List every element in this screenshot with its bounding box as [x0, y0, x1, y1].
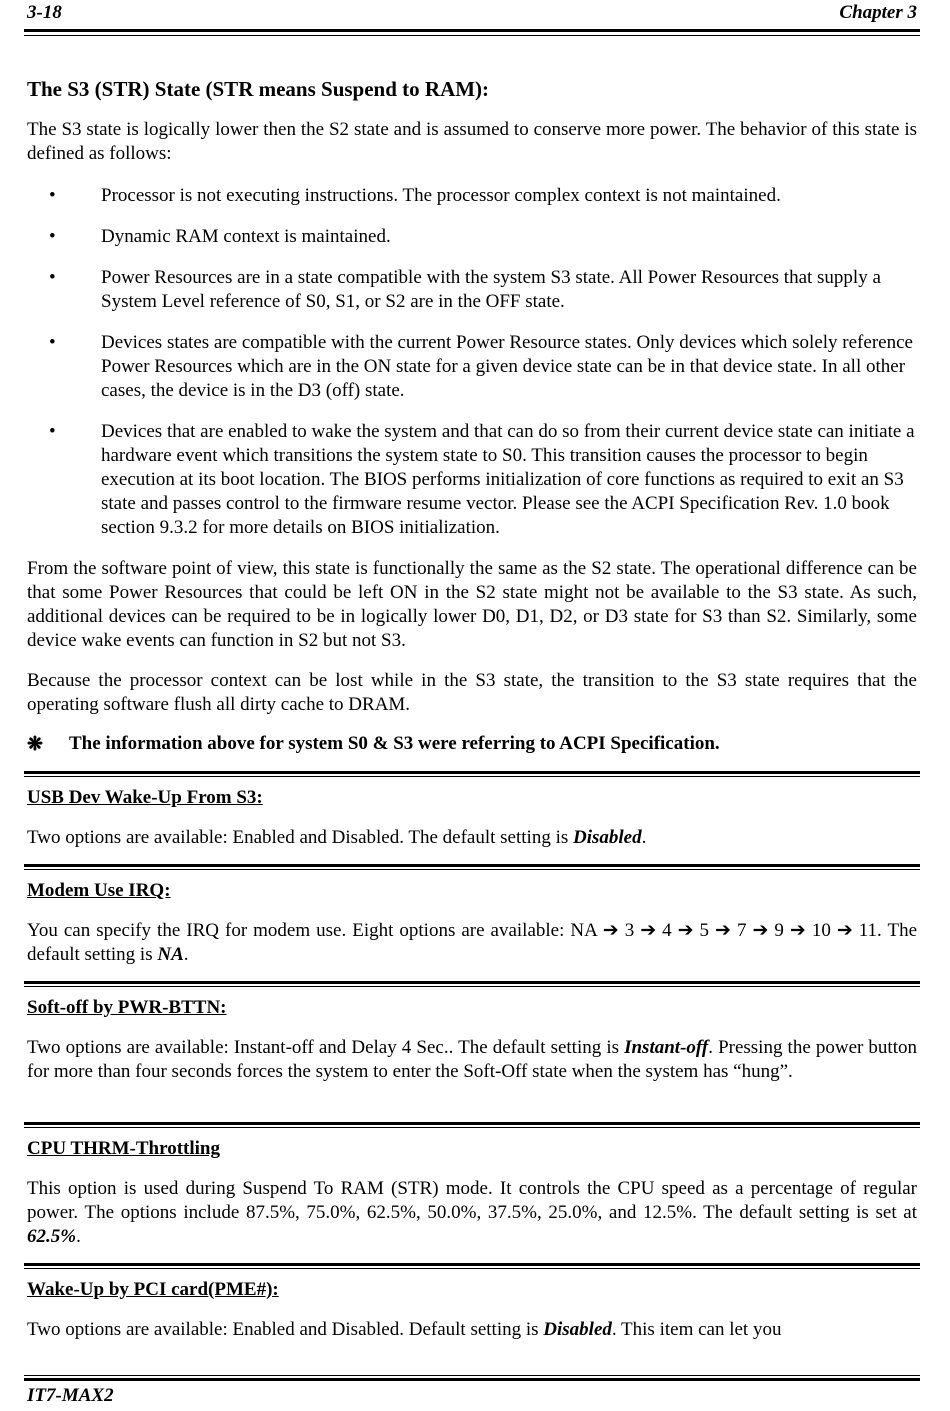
bullet-dot-icon: •	[49, 267, 56, 288]
modem-irq-heading: Modem Use IRQ:	[27, 880, 171, 901]
section-divider	[24, 864, 920, 870]
modem-default-value: NA	[157, 944, 184, 965]
bullet-dot-icon: •	[49, 185, 56, 206]
page-number: 3-18	[27, 2, 62, 23]
s3-intro: The S3 state is logically lower then the S2 state and is assumed to conserve more power. The behavior of this state is defined as follows:	[27, 119, 917, 164]
usb-wakeup-text: Two options are available: Enabled and Disabled. The default setting is Disabled.	[27, 827, 647, 848]
soft-off-default-value: Instant-off	[624, 1037, 709, 1058]
section-divider	[24, 981, 920, 987]
soft-off-heading: Soft-off by PWR-BTTN:	[27, 997, 227, 1018]
pci-wakeup-heading: Wake-Up by PCI card(PME#):	[27, 1279, 279, 1300]
bullet-dot-icon: •	[49, 332, 56, 353]
cpu-throttling-heading: CPU THRM-Throttling	[27, 1138, 220, 1159]
header-rule-thin	[24, 35, 920, 36]
page-header	[27, 2, 917, 26]
cpu-throttling-text: This option is used during Suspend To RAM (STR) mode. It controls the CPU speed as a percentage of regular power. The options include 87.5%, 75.0%, 62.5%, 50.0%, 37.5%, 25.0%, and 12.5%. The default setting is set at 62.5%.	[27, 1178, 917, 1247]
asterisk-icon: ❋	[27, 734, 43, 755]
cpu-default-value: 62.5%	[27, 1226, 77, 1247]
header-rule	[24, 29, 920, 32]
bullet-dot-icon: •	[49, 421, 56, 442]
section-divider	[24, 771, 920, 777]
footer-rule	[24, 1378, 920, 1381]
footer-model: IT7-MAX2	[27, 1385, 114, 1406]
usb-default-value: Disabled	[573, 827, 642, 848]
chapter-label: Chapter 3	[839, 2, 917, 23]
pci-default-value: Disabled	[543, 1319, 612, 1340]
footer-rule-thin	[24, 1375, 920, 1376]
modem-irq-text: You can specify the IRQ for modem use. Eight options are available: NA ➔ 3 ➔ 4 ➔ 5 ➔ 7 ➔ 9 ➔ 10 ➔ 11. The default setting is NA.	[27, 920, 918, 965]
s3-paragraph-software: From the software point of view, this state is functionally the same as the S2 state. The operational difference can be that some Power Resources that could be left ON in the S2 state might not be available to the S3 state. As such, additional devices can be required to be in logically lower D0, D1, D2, or D3 state for S3 than S2. Similarly, some device wake events can function in S2 but not S3.	[27, 558, 917, 651]
usb-wakeup-heading: USB Dev Wake-Up From S3:	[27, 787, 263, 808]
section-divider	[24, 1263, 920, 1269]
pci-wakeup-text: Two options are available: Enabled and Disabled. Default setting is Disabled. This item can let you	[27, 1319, 782, 1340]
soft-off-text: Two options are available: Instant-off and Delay 4 Sec.. The default setting is Instant-off. Pressing the power button for more than four seconds forces the system to enter the Soft-Off state when the system has “hung”.	[27, 1037, 917, 1082]
s3-paragraph-cache: Because the processor context can be lost while in the S3 state, the transition to the S3 state requires that the operating software flush all dirty cache to DRAM.	[27, 670, 917, 715]
s3-heading: The S3 (STR) State (STR means Suspend to RAM):	[27, 77, 490, 101]
bullet-dot-icon: •	[49, 226, 56, 247]
section-divider	[24, 1122, 920, 1128]
